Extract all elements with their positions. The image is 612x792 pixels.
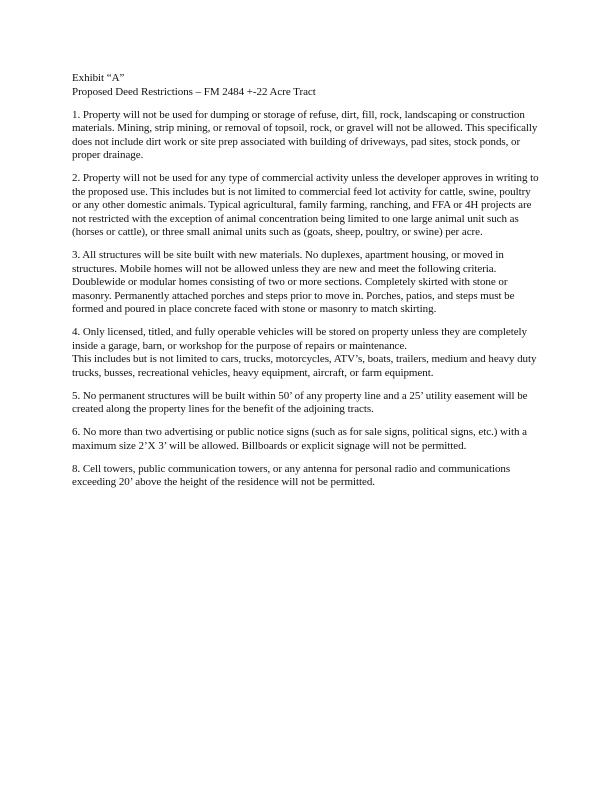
restriction-2 [72,172,542,240]
restriction-text: 6. No more than two advertising or public notice signs (such as for sale signs, political signs, etc.) with a maximum size 2’X 3’ will be allowed. Billboards or explicit signage will not be permitted. [72,426,527,452]
restriction-text: 2. Property will not be used for any type of commercial activity unless the developer approves in writing to the proposed use. This includes but is not limited to commercial feed lot activity for cattle, swine, poultry or any other domestic animals. Typical agricultural, family farming, ranching, and FFA or 4H projects are not restricted with the exception of animal concentration being limited to one large animal unit such as (horses or cattle), or three small animal units such as (goats, sheep, poultry, or swine) per acre. [72,172,539,238]
restriction-text: 5. No permanent structures will be built within 50’ of any property line and a 25’ utility easement will be created along the property lines for the benefit of the adjoining tracts. [72,389,528,415]
restriction-4 [72,326,542,380]
restriction-1 [72,109,542,163]
restriction-3 [72,249,542,317]
restriction-text-continued: This includes but is not limited to cars, trucks, motorcycles, ATV’s, boats, trailers, medium and heavy duty trucks, busses, recreational vehicles, heavy equipment, aircraft, or farm equipment. [72,353,537,379]
exhibit-label: Exhibit “A” [72,72,125,84]
restriction-8 [72,463,542,490]
document-page [72,72,542,499]
restriction-text: 3. All structures will be site built with new materials. No duplexes, apartment housing, or moved in structures. Mobile homes will not be allowed unless they are new and meet the following criteria. Doublewide or modular homes consisting of two or more sections. Completely skirted with stone or masonry. Permanently attached porches and steps prior to move in. Porches, patios, and steps must be formed and poured in place concrete faced with stone or masonry to match skirting. [72,249,515,315]
restriction-5 [72,390,542,417]
document-header [72,72,542,99]
restriction-6 [72,426,542,453]
restriction-text: 1. Property will not be used for dumping or storage of refuse, dirt, fill, rock, landscaping or construction materials. Mining, strip mining, or removal of topsoil, rock, or gravel will not be allowed. This specifically does not include dirt work or site prep associated with building of driveways, pad sites, stock ponds, or proper drainage. [72,108,538,161]
restriction-text: 8. Cell towers, public communication towers, or any antenna for personal radio and communications exceeding 20’ above the height of the residence will not be permitted. [72,462,511,488]
document-title: Proposed Deed Restrictions – FM 2484 +-22 Acre Tract [72,85,316,98]
restriction-text: 4. Only licensed, titled, and fully operable vehicles will be stored on property unless they are completely inside a garage, barn, or workshop for the purpose of repairs or maintenance. [72,326,527,352]
